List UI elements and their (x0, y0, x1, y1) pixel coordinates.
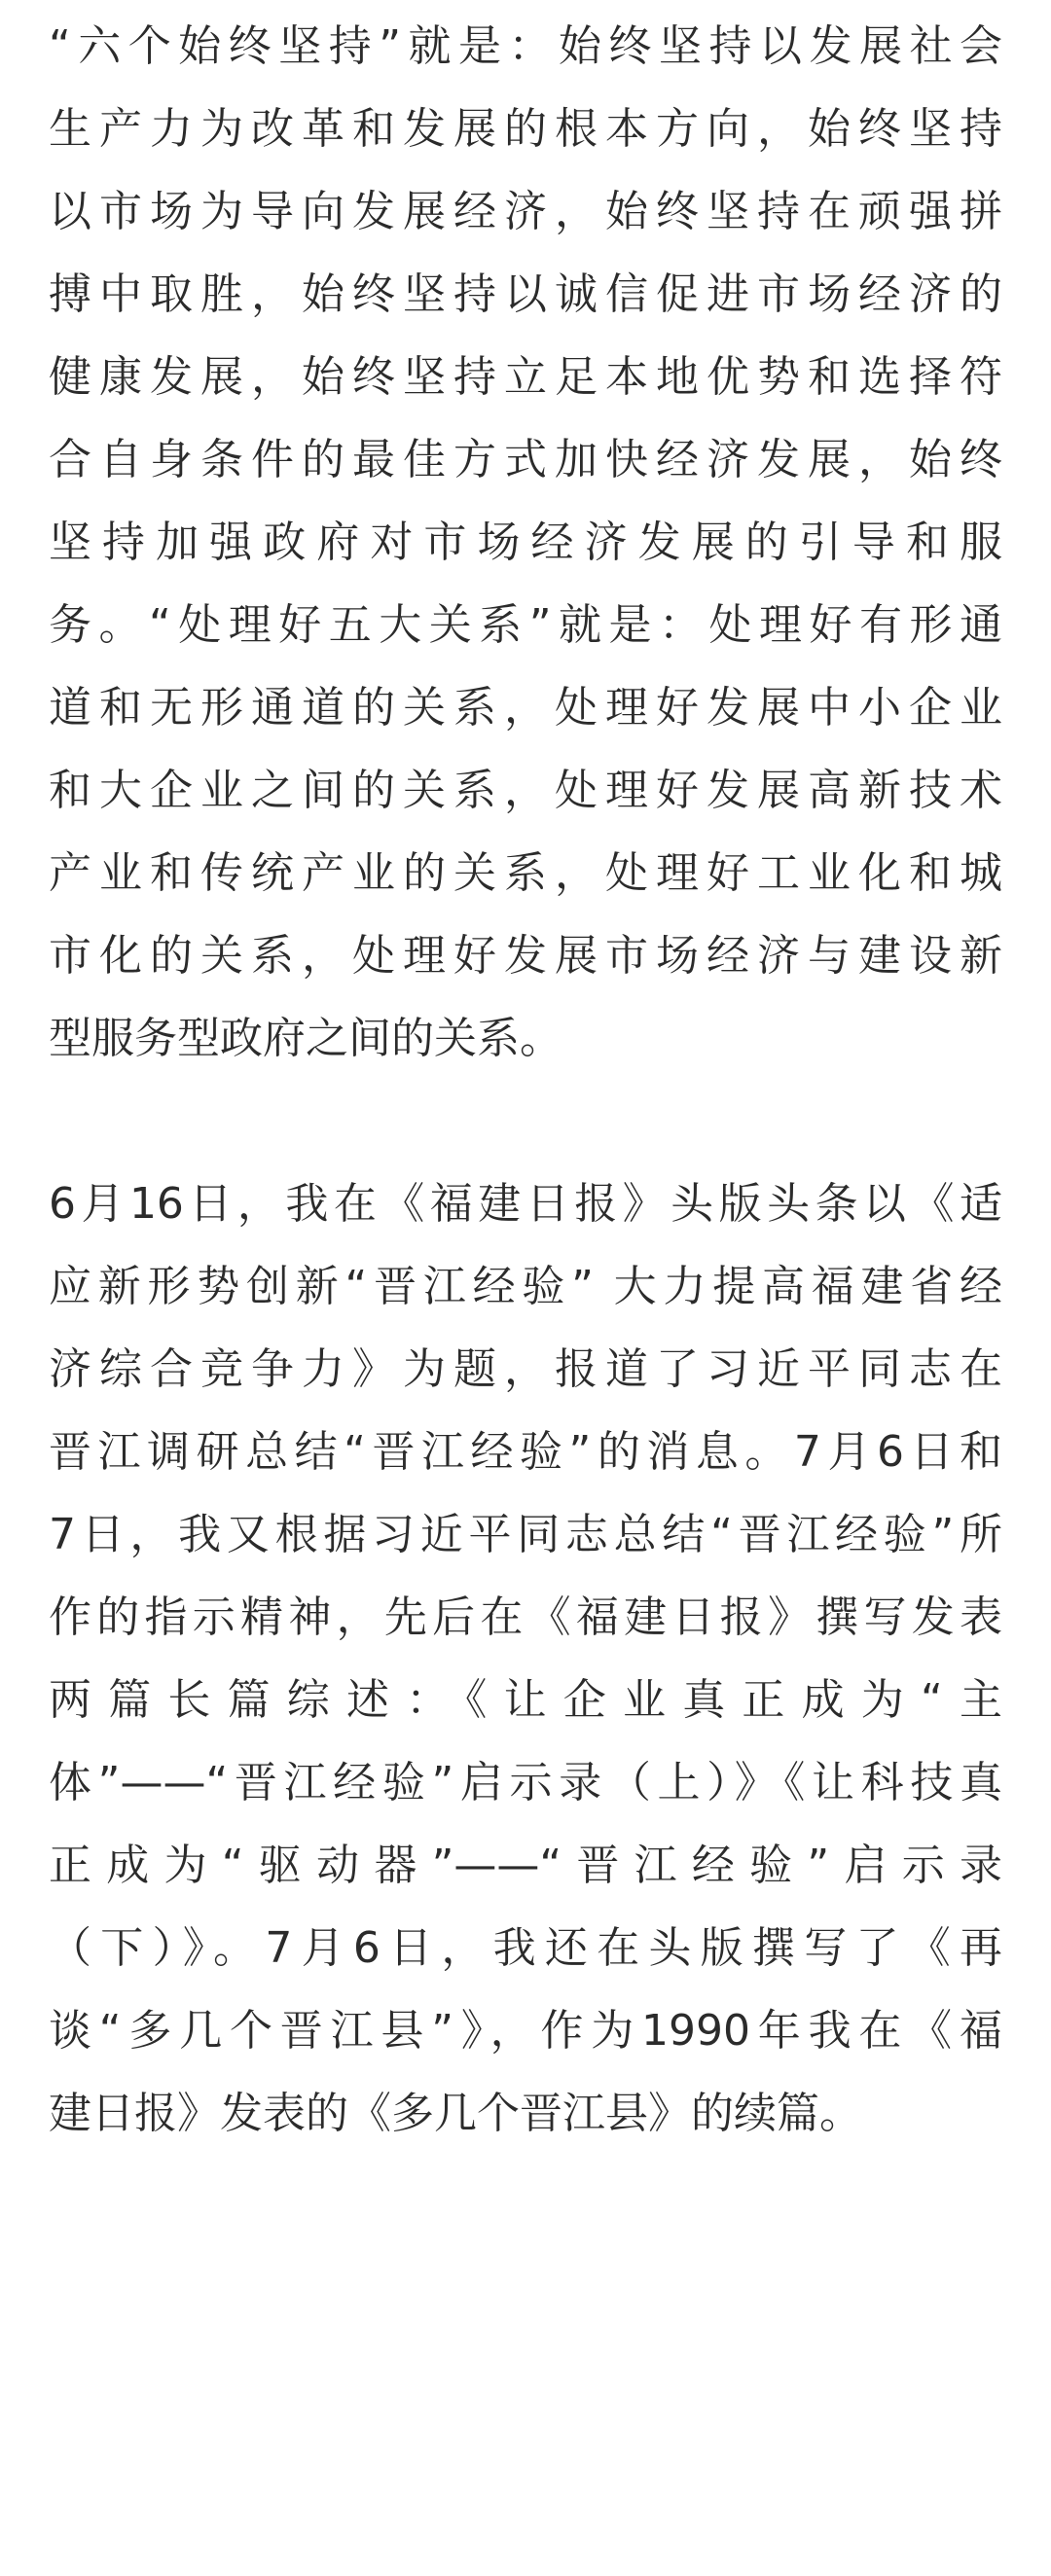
text-line: 6月16日，我在《福建日报》头版头条以《适 (49, 1179, 1002, 1229)
text-line: 市化的关系，处理好发展市场经济与建设新 (49, 931, 1002, 981)
text-line: “六个始终坚持”就是：始终坚持以发展社会 (49, 21, 1002, 71)
text-line: 两篇长篇综述：《让企业真正成为“主 (49, 1675, 1002, 1725)
text-line: 晋江调研总结“晋江经验”的消息。7月6日和 (49, 1427, 1002, 1477)
text-line: 应新形势创新“晋江经验” 大力提高福建省经 (49, 1262, 1002, 1311)
text-line: 产业和传统产业的关系，处理好工业化和城 (49, 848, 1002, 898)
text-line: 谈“多几个晋江县”》，作为1990年我在《福 (49, 2006, 1002, 2056)
text-line: 和大企业之间的关系，处理好发展高新技术 (49, 766, 1002, 815)
text-line: 坚持加强政府对市场经济发展的引导和服 (49, 518, 1002, 567)
text-line: 以市场为导向发展经济，始终坚持在顽强拼 (49, 187, 1002, 236)
text-line: 体”——“晋江经验”启示录（上）》《让科技真 (49, 1758, 1002, 1807)
text-line: 道和无形通道的关系，处理好发展中小企业 (49, 683, 1002, 733)
text-line: 合自身条件的最佳方式加快经济发展，始终 (49, 435, 1002, 484)
text-line: 正成为“驱动器”——“晋江经验”启示录 (49, 1841, 1002, 1890)
text-line: 生产力为改革和发展的根本方向，始终坚持 (49, 104, 1002, 154)
text-line: 7日，我又根据习近平同志总结“晋江经验”所 (49, 1510, 1002, 1559)
text-line: 济综合竞争力》为题，报道了习近平同志在 (49, 1344, 1002, 1394)
text-line: 建日报》发表的《多几个晋江县》的续篇。 (49, 2089, 862, 2138)
text-line: 作的指示精神，先后在《福建日报》撰写发表 (49, 1592, 1002, 1642)
text-line: 务。“处理好五大关系”就是：处理好有形通 (49, 600, 1002, 650)
text-line: 型服务型政府之间的关系。 (49, 1014, 562, 1063)
text-line: 健康发展，始终坚持立足本地优势和选择符 (49, 352, 1002, 402)
text-line: （下）》。7月6日，我还在头版撰写了《再 (49, 1923, 1002, 1973)
text-line: 搏中取胜，始终坚持以诚信促进市场经济的 (49, 269, 1002, 319)
